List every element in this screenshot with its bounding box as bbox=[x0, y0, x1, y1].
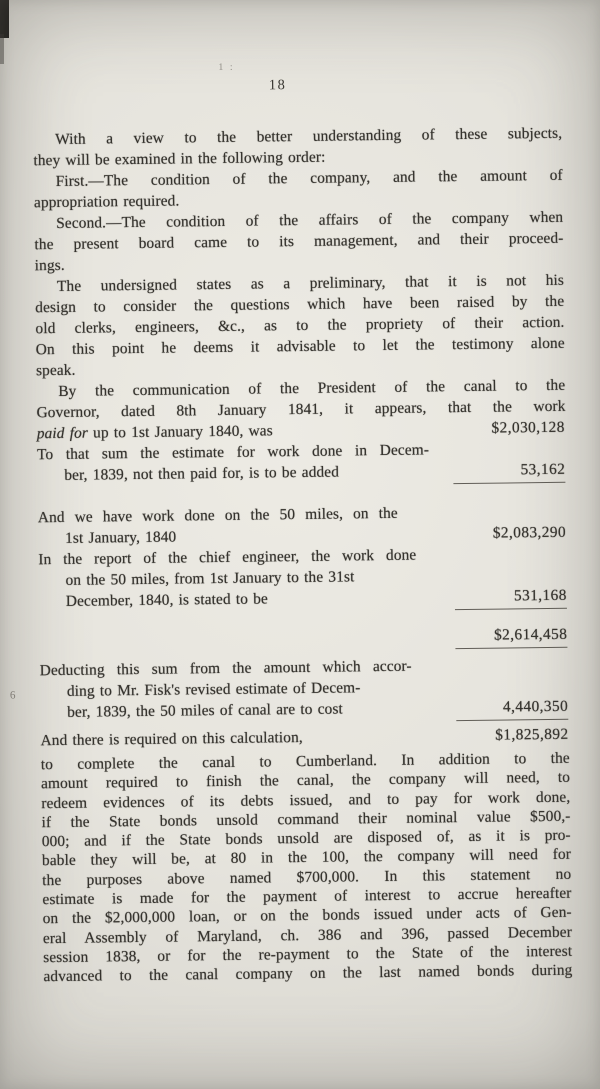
text-line: Deducting this sum from the amount which accor- bbox=[39, 657, 412, 680]
page-text bbox=[33, 123, 572, 987]
ledger-result bbox=[40, 724, 569, 751]
text-line: design to consider the questions which have been raised by the bbox=[35, 292, 565, 317]
paragraph-closing bbox=[41, 749, 573, 987]
text-line: appropriation required. bbox=[33, 192, 180, 212]
ledger-amount: 4,440,350 bbox=[502, 697, 569, 716]
ledger-amount: $2,030,128 bbox=[491, 418, 565, 437]
text-fragment: up to 1st January 1840, was bbox=[87, 422, 273, 442]
text-line: And we have work done on the 50 miles, on the bbox=[37, 504, 398, 527]
text-line: And there is required on this calculation, bbox=[40, 728, 303, 750]
ledger-amount: $1,825,892 bbox=[495, 725, 569, 744]
text-line: With a view to the better understanding of these subjects, bbox=[55, 124, 563, 148]
text-line: The undersigned states as a preliminary, that it is not his bbox=[56, 271, 565, 295]
text-line: to complete the canal to Cumberland. In addition to the bbox=[40, 749, 570, 774]
paragraph-intro bbox=[33, 123, 562, 171]
text-line: ings. bbox=[34, 256, 65, 275]
text-line: redeem evidences of its debts issued, and to pay for work done, bbox=[41, 788, 571, 812]
text-line: ding to Mr. Fisk's revised estimate of Decem- bbox=[66, 679, 361, 700]
ledger-rule bbox=[456, 719, 568, 721]
ledger-amount: $2,614,458 bbox=[493, 625, 568, 644]
text-line: By the communication of the President of the canal to the bbox=[58, 376, 566, 400]
text-line: old clerks, engineers, &c., as to the propriety of their action. bbox=[35, 313, 565, 338]
text-line: December, 1840, is stated to be bbox=[65, 590, 269, 610]
text-line: On this point he deems it advisable to let the testimony alone bbox=[35, 334, 565, 359]
text-line: ber, 1839, the 50 miles of canal are to cost bbox=[67, 700, 343, 721]
ledger-item-december-estimate bbox=[37, 438, 566, 486]
text-line: eral Assembly of Maryland, ch. 386 and 396, passed December bbox=[42, 923, 573, 947]
text-line: Second.—The condition of the affairs of the company when bbox=[56, 208, 564, 232]
text-line: the present board came to its management, and their proceed- bbox=[34, 229, 564, 254]
ledger-item-chief-engineer-report bbox=[38, 543, 568, 612]
ledger-amount: 531,168 bbox=[513, 586, 567, 605]
text-line: To that sum the estimate for work done in Decem- bbox=[36, 441, 430, 464]
text-line: amount required to finish the canal, the company will need, to bbox=[40, 769, 571, 793]
paragraph-second-point bbox=[34, 207, 564, 276]
ledger-amount: 53,162 bbox=[520, 460, 566, 479]
ledger-item-work-done-50-miles bbox=[38, 501, 567, 549]
text-line: In the report of the chief engineer, the work done bbox=[38, 546, 417, 569]
page-number: 18 bbox=[268, 77, 287, 94]
header-mark: 1 : bbox=[218, 61, 235, 73]
ledger-amount: $2,083,290 bbox=[492, 523, 567, 542]
text-line: ber, 1839, not then paid for, is to be added bbox=[64, 463, 340, 484]
text-line: if the State bonds unsold command their nominal value $500,- bbox=[41, 807, 571, 832]
text-line: session 1838, or for the re-payment to the State of the interest bbox=[43, 942, 573, 967]
paragraph-first-point bbox=[34, 165, 563, 213]
text-line: 000; and if the State bonds unsold are disposed of, as it is pro- bbox=[41, 826, 571, 851]
ledger-item-work-paid-for bbox=[36, 375, 566, 444]
text-line: Governor, dated 8th January 1841, it appears, that the work bbox=[36, 397, 566, 422]
italic-phrase: paid for bbox=[36, 424, 89, 443]
text-line: estimate is made for the payment of interest to accrue hereafter bbox=[42, 884, 572, 909]
ledger-item-fisk-estimate bbox=[40, 654, 570, 723]
text-line: on the $2,000,000 loan, or on the bonds issued under acts of Gen- bbox=[42, 904, 572, 928]
text-line: speak. bbox=[35, 361, 76, 380]
text-line: the purposes above named $700,000. In this statement no bbox=[42, 865, 572, 889]
text-line: they will be examined in the following order: bbox=[33, 148, 326, 170]
ledger-rule bbox=[453, 482, 565, 484]
text-line: 1st January, 1840 bbox=[64, 528, 177, 547]
margin-artifact: 6 bbox=[9, 689, 16, 702]
text-line: on the 50 miles, from 1st January to the 31st bbox=[65, 568, 355, 589]
paragraph-preliminary bbox=[35, 270, 565, 381]
text-line: advanced to the canal company on the last named bonds during bbox=[43, 961, 573, 986]
text-line: First.—The condition of the company, and the amount of bbox=[55, 166, 563, 190]
text-line: bable they will be, at 80 in the 100, the company will need for bbox=[41, 846, 572, 870]
ledger-rule bbox=[455, 647, 567, 649]
ledger-rule bbox=[455, 608, 567, 610]
